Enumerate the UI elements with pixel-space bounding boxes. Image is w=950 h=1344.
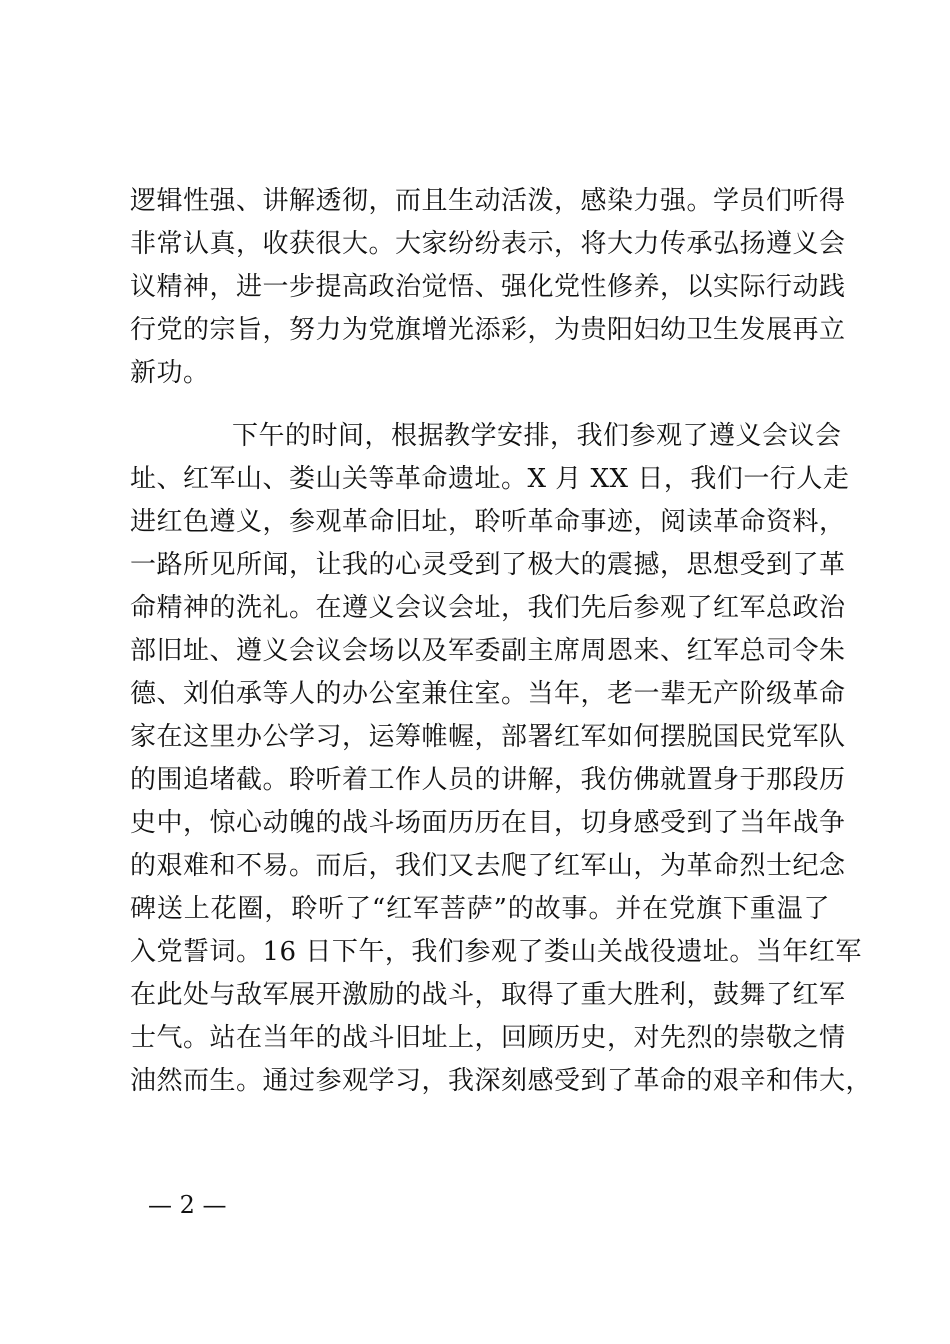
text-line: 部旧址、遵义会议会场以及军委副主席周恩来、红军总司令朱 xyxy=(130,636,846,666)
text-line: 碑送上花圈，聆听了“红军菩萨”的故事。并在党旗下重温了 xyxy=(130,894,830,924)
text-line: 的艰难和不易。而后，我们又去爬了红军山，为革命烈士纪念 xyxy=(130,851,846,881)
text-line: 德、刘伯承等人的办公室兼住室。当年，老一辈无产阶级革命 xyxy=(130,679,846,709)
paragraph-first-line: 下午的时间，根据教学安排，我们参观了遵义会议会 xyxy=(232,421,842,451)
page-number: — 2 — xyxy=(148,1191,227,1219)
text-line: 进红色遵义，参观革命旧址，聆听革命事迹，阅读革命资料， xyxy=(130,507,846,537)
text-line: 士气。站在当年的战斗旧址上，回顾历史，对先烈的崇敬之情 xyxy=(130,1023,846,1053)
text-line: 家在这里办公学习，运筹帷幄，部署红军如何摆脱国民党军队 xyxy=(130,722,846,752)
text-line: 的围追堵截。聆听着工作人员的讲解，我仿佛就置身于那段历 xyxy=(130,765,846,795)
text-line: 入党誓词。16 日下午，我们参观了娄山关战役遗址。当年红军 xyxy=(130,937,862,967)
text-line: 逻辑性强、讲解透彻，而且生动活泼，感染力强。学员们听得 xyxy=(130,186,846,216)
text-line: 命精神的洗礼。在遵义会议会址，我们先后参观了红军总政治 xyxy=(130,593,846,623)
text-line: 在此处与敌军展开激励的战斗，取得了重大胜利，鼓舞了红军 xyxy=(130,980,846,1010)
text-line: 非常认真，收获很大。大家纷纷表示，将大力传承弘扬遵义会 xyxy=(130,229,846,259)
text-line: 新功。 xyxy=(130,358,210,388)
text-line: 油然而生。通过参观学习，我深刻感受到了革命的艰辛和伟大， xyxy=(130,1066,873,1096)
text-line: 议精神，进一步提高政治觉悟、强化党性修养，以实际行动践 xyxy=(130,272,846,302)
text-line: 史中，惊心动魄的战斗场面历历在目，切身感受到了当年战争 xyxy=(130,808,846,838)
text-line: 一路所见所闻，让我的心灵受到了极大的震撼，思想受到了革 xyxy=(130,550,846,580)
text-line: 址、红军山、娄山关等革命遗址。X 月 XX 日，我们一行人走 xyxy=(130,464,850,494)
text-line: 行党的宗旨，努力为党旗增光添彩，为贵阳妇幼卫生发展再立 xyxy=(130,315,846,345)
